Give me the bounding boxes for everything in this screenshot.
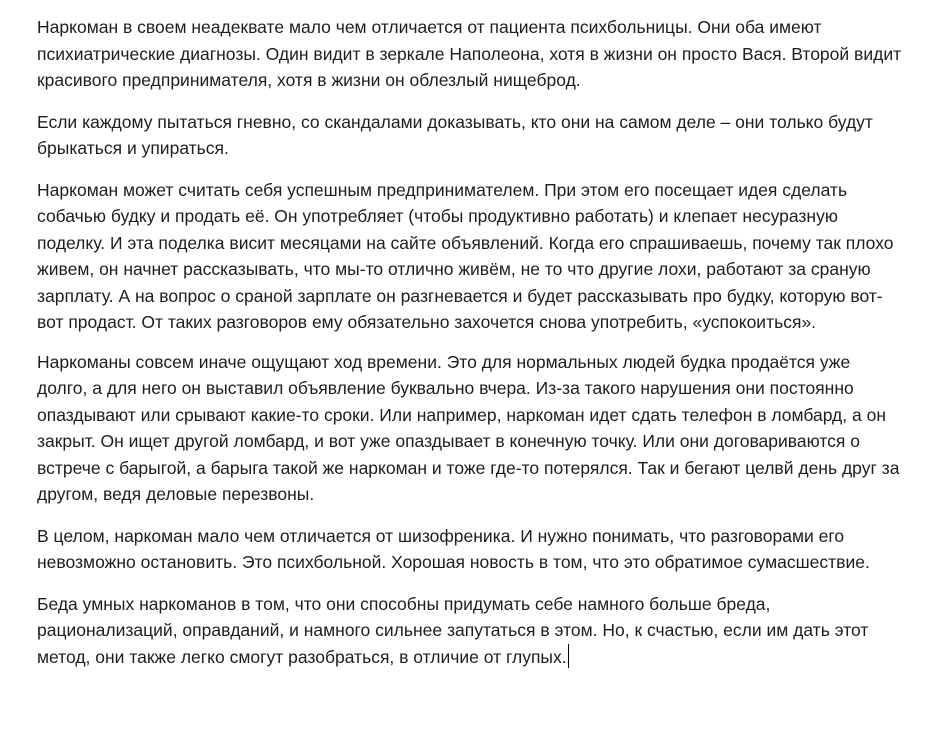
paragraph-6: [37, 591, 902, 671]
paragraph-3: Наркоман может считать себя успешным предпринимателем. При этом его посещает идея сделать собачью будку и продать её. Он употребляет (чтобы продуктивно работать) и клепает несуразную поделку. И эта поделка висит месяцами на сайте объявлений. Когда его спрашиваешь, почему так плохо живем, он начнет рассказывать, что мы-то отлично живём, не то что другие лохи, работают за сраную зарплату. А на вопрос о сраной зарплате он разгневается и будет рассказывать про будку, которую вот-вот продаст. От таких разговоров ему обязательно захочется снова употребить, «успокоиться».: [37, 179, 894, 332]
paragraph-1: Наркоман в своем неадеквате мало чем отличается от пациента психбольницы. Они оба имеют психиатрические диагнозы. Один видит в зеркале Наполеона, хотя в жизни он просто Вася. Второй видит красивого предпринимателя, хотя в жизни он облезлый нищеброд.: [37, 17, 902, 90]
paragraph-6-text: Беда умных наркоманов в том, что они способны придумать себе намного больше бреда, рационализаций, оправданий, и намного сильнее запутаться в этом. Но, к счастью, если им дать этот метод, они также легко смогут разобраться, в отличие от глупых.: [37, 593, 869, 667]
paragraph-2: Если каждому пытаться гневно, со скандалами доказывать, кто они на самом деле – они только будут брыкаться и упираться.: [37, 111, 873, 158]
paragraph-4: Наркоманы совсем иначе ощущают ход времени. Это для нормальных людей будка продаётся уже долго, а для него он выставил объявление буквально вчера. Из-за такого нарушения они постоянно опаздывают или срывают какие-то сроки. Или например, наркоман идет сдать телефон в ломбард, а он закрыт. Он ищет другой ломбард, и вот уже опаздывает в конечную точку. Или они договариваются о встрече с барыгой, а барыга такой же наркоман и тоже где-то потерялся. Так и бегают целвй день друг за другом, ведя деловые перезвоны.: [37, 351, 900, 504]
paragraph-5: В целом, наркоман мало чем отличается от шизофреника. И нужно понимать, что разговорами его невозможно остановить. Это психбольной. Хорошая новость в том, что это обратимое сумасшествие.: [37, 525, 870, 572]
text-cursor-caret: [568, 644, 569, 668]
